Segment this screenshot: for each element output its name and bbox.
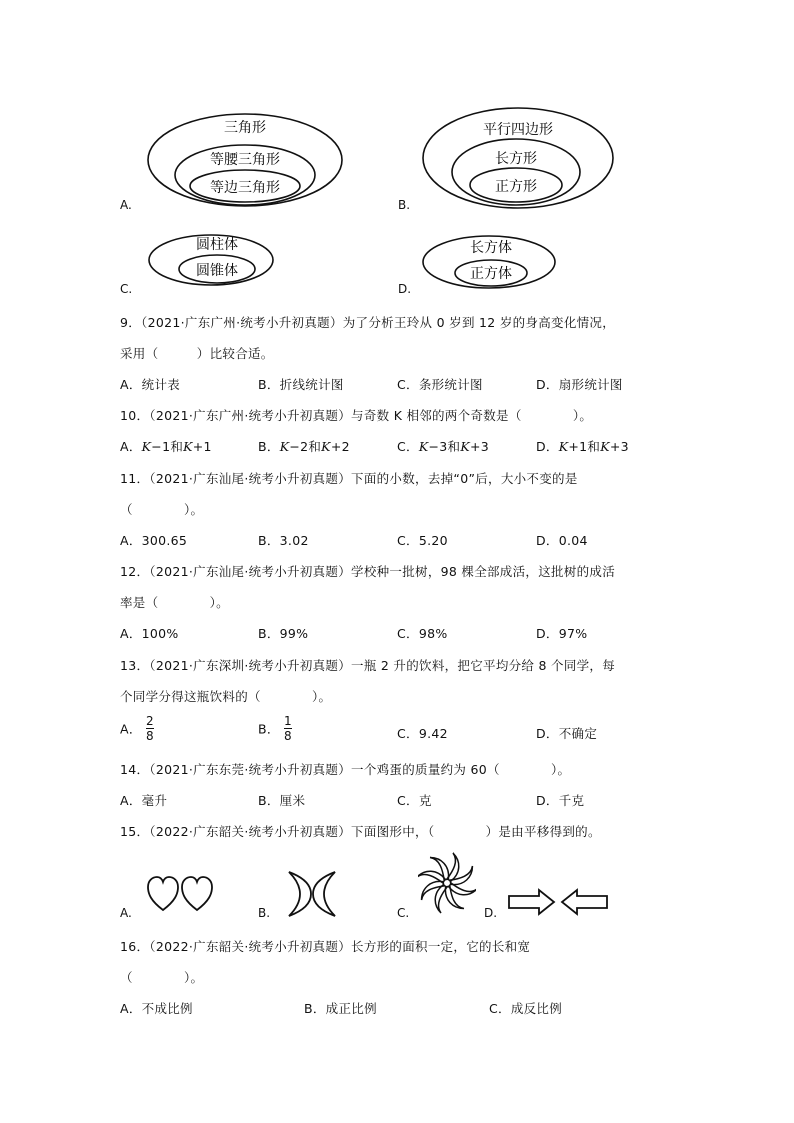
- q16-option-c[interactable]: C．成反比例: [489, 1001, 563, 1016]
- q13-option-d[interactable]: D．不确定: [536, 726, 598, 741]
- q8c-outer-text: 圆柱体: [196, 237, 238, 253]
- q12-option-d[interactable]: D．97%: [536, 626, 588, 641]
- q13-option-a[interactable]: A． $\frac{2}{8}$: [120, 714, 154, 743]
- q8-option-a-label[interactable]: A.: [120, 198, 132, 212]
- q15-option-d-label[interactable]: D.: [484, 906, 498, 920]
- q9-option-c[interactable]: C．条形统计图: [397, 377, 483, 392]
- q10-option-d[interactable]: D．K+1和K+3: [536, 439, 629, 454]
- q9-option-a[interactable]: A．统计表: [120, 377, 181, 392]
- q8-option-d-label[interactable]: D.: [398, 282, 412, 296]
- q16-stem-line2: （ ）。: [120, 970, 204, 985]
- q10-option-a[interactable]: A．K−1和K+1: [120, 439, 212, 454]
- rotating-blades-icon: [418, 850, 476, 916]
- q11-option-d[interactable]: D．0.04: [536, 533, 588, 548]
- q8-diagram-d: [421, 233, 557, 291]
- q14-option-b[interactable]: B．厘米: [258, 793, 306, 808]
- q8-diagram-a: [145, 112, 345, 212]
- q12-option-b[interactable]: B．99%: [258, 626, 309, 641]
- q10-stem: 10．（2021·广东广州·统考小升初真题）与奇数 K 相邻的两个奇数是（ ）。: [120, 408, 593, 423]
- q11-option-b[interactable]: B．3.02: [258, 533, 309, 548]
- q8-option-b-label[interactable]: B.: [398, 198, 411, 212]
- q13-option-c[interactable]: C．9.42: [397, 726, 448, 741]
- q10-option-b[interactable]: B．K−2和K+2: [258, 439, 350, 454]
- q8b-middle-text: 长方形: [495, 151, 537, 167]
- q8a-middle-text: 等腰三角形: [210, 152, 280, 168]
- fraction-1-8: $\frac{1}{8}$: [283, 714, 292, 743]
- q10-option-c[interactable]: C．K−3和K+3: [397, 439, 489, 454]
- q8-diagram-b: [420, 106, 616, 210]
- q8b-outer-text: 平行四边形: [483, 122, 553, 138]
- two-hearts-icon: [146, 874, 216, 914]
- q9-option-b[interactable]: B．折线统计图: [258, 377, 344, 392]
- q14-option-d[interactable]: D．千克: [536, 793, 585, 808]
- q8a-inner-text: 等边三角形: [210, 180, 280, 196]
- q8c-inner-text: 圆锥体: [196, 263, 238, 279]
- q8d-outer-text: 长方体: [470, 240, 512, 256]
- q16-option-a[interactable]: A．不成比例: [120, 1001, 193, 1016]
- q14-option-c[interactable]: C．克: [397, 793, 432, 808]
- q11-stem-line1: 11．（2021·广东汕尾·统考小升初真题）下面的小数，去掉“0”后，大小不变的是: [120, 471, 578, 486]
- q12-option-c[interactable]: C．98%: [397, 626, 448, 641]
- q8-option-c-label[interactable]: C.: [120, 282, 133, 296]
- q11-option-c[interactable]: C．5.20: [397, 533, 448, 548]
- q15-stem: 15．（2022·广东韶关·统考小升初真题）下面图形中，（ ）是由平移得到的。: [120, 824, 601, 839]
- q8b-inner-text: 正方形: [495, 179, 537, 195]
- q8a-outer-text: 三角形: [224, 120, 266, 136]
- q9-stem-line2: 采用（ ）比较合适。: [120, 346, 274, 361]
- q8-diagram-c: [147, 232, 275, 288]
- q9-option-d[interactable]: D．扇形统计图: [536, 377, 623, 392]
- q12-stem-line2: 率是（ ）。: [120, 595, 229, 610]
- q14-stem: 14．（2021·广东东莞·统考小升初真题）一个鸡蛋的质量约为 60（ ）。: [120, 762, 571, 777]
- q15-option-c-label[interactable]: C.: [397, 906, 410, 920]
- q9-stem-line1: 9．（2021·广东广州·统考小升初真题）为了分析王玲从 0 岁到 12 岁的身高变化情况，: [120, 315, 616, 330]
- q13-stem-line2: 个同学分得这瓶饮料的（ ）。: [120, 689, 332, 704]
- q16-option-b[interactable]: B．成正比例: [304, 1001, 377, 1016]
- fraction-2-8: $\frac{2}{8}$: [145, 714, 154, 743]
- q11-stem-line2: （ ）。: [120, 502, 204, 517]
- two-crescents-icon: [285, 870, 339, 918]
- q12-option-a[interactable]: A．100%: [120, 626, 179, 641]
- q12-stem-line1: 12．（2021·广东汕尾·统考小升初真题）学校种一批树，98 棵全部成活，这批树的成活: [120, 564, 615, 579]
- q13-option-b[interactable]: B． $\frac{1}{8}$: [258, 714, 292, 743]
- q11-option-a[interactable]: A．300.65: [120, 533, 188, 548]
- q15-option-a-label[interactable]: A.: [120, 906, 132, 920]
- facing-arrows-icon: [507, 888, 609, 916]
- q15-option-b-label[interactable]: B.: [258, 906, 271, 920]
- q16-stem-line1: 16．（2022·广东韶关·统考小升初真题）长方形的面积一定，它的长和宽: [120, 939, 531, 954]
- q14-option-a[interactable]: A．毫升: [120, 793, 168, 808]
- q13-stem-line1: 13．（2021·广东深圳·统考小升初真题）一瓶 2 升的饮料，把它平均分给 8 个同学，每: [120, 658, 616, 673]
- q8d-inner-text: 正方体: [470, 266, 512, 282]
